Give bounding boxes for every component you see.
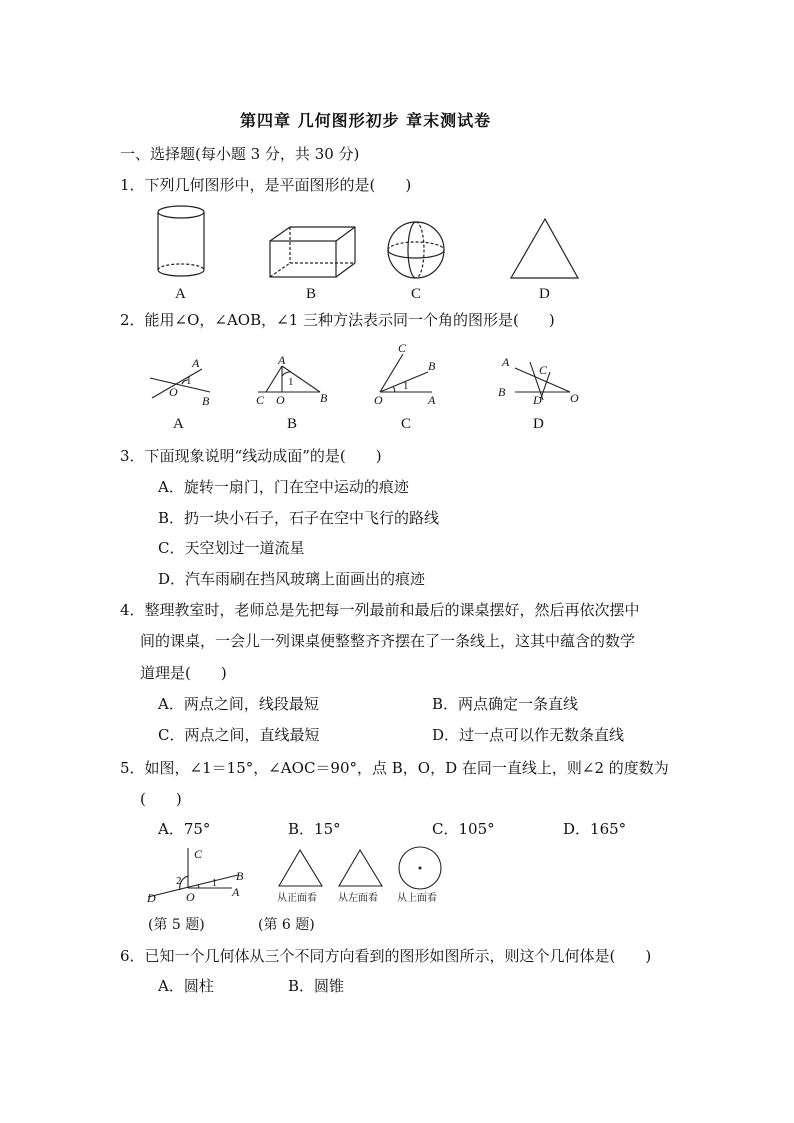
q1-label-c: C [411,286,422,302]
question-3-stem: 3．下面现象说明“线动成面”的是( ) [120,447,382,465]
q5-label-a: A [232,885,240,899]
q4-option-b: B．两点确定一条直线 [432,695,579,713]
q5-option-a: A．75° [158,820,211,838]
view-label-front: 从正面看 [277,893,317,904]
q5-option-b: B．15° [288,820,341,838]
left-view-triangle [339,850,382,886]
q5-label-c: C [194,847,203,861]
figure-5-caption: (第 5 题) [148,917,205,933]
q2a-label-1: 1 [186,375,192,387]
q5-label-1: 1 [212,878,217,889]
q2a-label-o: O [169,385,178,399]
q2a-label-b: B [202,394,210,408]
q5-label-o: O [186,890,195,904]
q2d-label-b: B [498,385,506,399]
q4-option-c: C．两点之间，直线最短 [158,726,320,744]
q2c-label-a: A [428,393,436,407]
q5-label-b: B [236,869,244,883]
q2c-label-1: 1 [403,380,409,392]
q2-label-b: B [287,416,298,432]
figure-6-caption: (第 6 题) [258,917,315,933]
q3-option-d: D．汽车雨刷在挡风玻璃上面画出的痕迹 [158,570,426,588]
q2c-label-o: O [374,393,383,407]
q6-option-a: A．圆柱 [158,977,214,995]
page-title: 第四章 几何图形初步 章末测试卷 [240,111,492,130]
q2b-label-c: C [256,393,265,407]
q2-label-d: D [533,416,544,432]
q2c-label-c: C [398,341,407,355]
q3-option-b: B．扔一块小石子，石子在空中飞行的路线 [158,509,440,527]
q3-option-c: C．天空划过一道流星 [158,539,305,557]
q1-label-a: A [175,286,186,302]
q2d-label-c: C [539,363,548,377]
question-4-line-2: 间的课桌，一会儿一列课桌便整整齐齐摆在了一条线上，这其中蕴含的数学 [140,632,636,650]
q4-option-a: A．两点之间，线段最短 [158,695,319,713]
view-label-top: 从上面看 [397,893,437,904]
q5-option-d: D．165° [563,820,627,838]
q2-label-c: C [401,416,412,432]
question-1-stem: 1．下列几何图形中，是平面图形的是( ) [120,176,412,194]
question-4-line-3: 道理是( ) [140,664,227,682]
view-label-left: 从左面看 [338,893,378,904]
q2d-label-d: D [533,393,542,407]
front-view-triangle [279,850,322,886]
q2b-label-1: 1 [288,376,294,388]
q2b-label-o: O [276,393,285,407]
q2-label-a: A [173,416,184,432]
question-5-line-1: 5．如图，∠1＝15°，∠AOC＝90°，点 B，O，D 在同一直线上，则∠2 的度数为 [120,759,669,777]
question-2-stem: 2．能用∠O，∠AOB，∠1 三种方法表示同一个角的图形是( ) [120,311,555,329]
q2b-label-a: A [278,353,286,367]
q2d-label-o: O [570,391,579,405]
question-5-line-2: ( ) [140,790,182,808]
q2d-label-a: A [502,355,510,369]
q3-option-a: A．旋转一扇门，门在空中运动的痕迹 [158,478,409,496]
question-4-line-1: 4．整理教室时，老师总是先把每一列最前和最后的课桌摆好，然后再依次摆中 [120,601,640,619]
question-6-stem: 6．已知一个几何体从三个不同方向看到的图形如图所示，则这个几何体是( ) [120,947,652,965]
q2b-label-b: B [320,391,328,405]
q2c-label-b: B [428,359,436,373]
q1-label-b: B [306,286,317,302]
q6-option-b: B．圆锥 [288,977,345,995]
q5-label-d: D [147,891,156,905]
section-heading: 一、选择题(每小题 3 分，共 30 分) [120,145,360,163]
q4-option-d: D．过一点可以作无数条直线 [432,726,625,744]
q5-option-c: C．105° [432,820,495,838]
q2a-label-a: A [192,356,200,370]
q5-label-2: 2 [176,875,182,887]
q1-label-d: D [539,286,550,302]
